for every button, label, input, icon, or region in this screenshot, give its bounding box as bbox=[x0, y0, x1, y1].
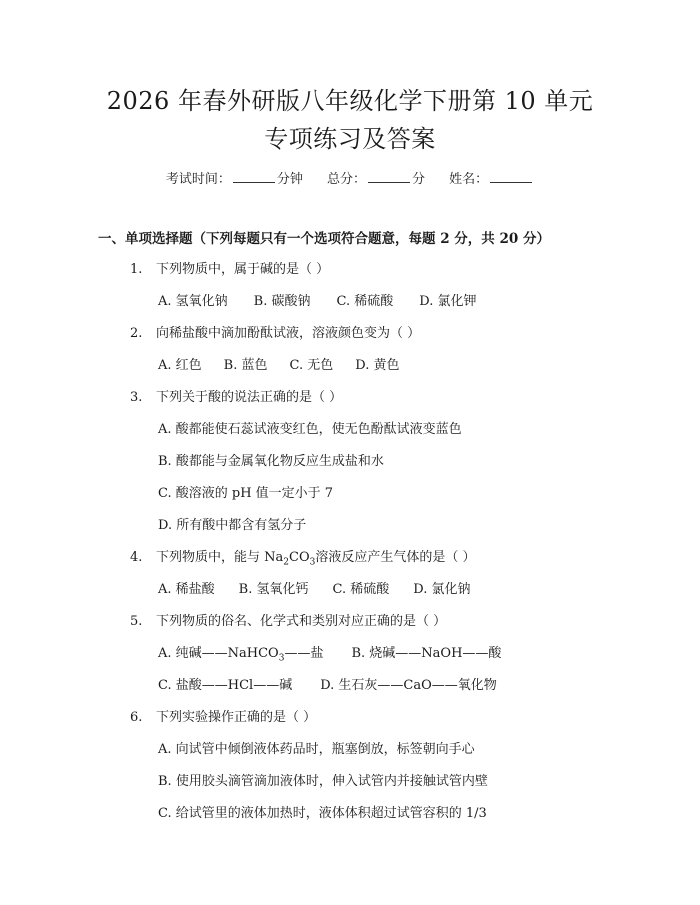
question-2: 2. 向稀盐酸中滴加酚酞试液，溶液颜色变为（ ） bbox=[130, 326, 421, 341]
question-4: 4. 下列物质中，能与 $Na_2CO_3$溶液反应产生气体的是（ ） bbox=[130, 550, 476, 568]
option-c[interactable]: C. 盐酸——HCl——碱 bbox=[158, 678, 293, 693]
question-6: 6. 下列实验操作正确的是（ ） bbox=[130, 710, 317, 725]
option-a[interactable]: A. 氢氧化钠 bbox=[158, 294, 228, 309]
option-d[interactable]: D. 氯化钠 bbox=[413, 582, 471, 597]
question-stem: 下列物质的俗名、化学式和类别对应正确的是（ ） bbox=[156, 614, 447, 629]
question-stem: 下列实验操作正确的是（ ） bbox=[156, 710, 317, 725]
option-d[interactable]: D. 氯化钾 bbox=[419, 294, 477, 309]
option-c[interactable]: C. 给试管里的液体加热时，液体体积超过试管容积的 1/3 bbox=[158, 806, 487, 821]
option-a[interactable]: A. 红色 bbox=[158, 358, 202, 373]
question-5-options-row1 bbox=[158, 644, 501, 664]
exam-score: 总分： 分 bbox=[327, 169, 425, 190]
question-stem: 下列物质中，能与 $Na_2CO_3$溶液反应产生气体的是（ ） bbox=[156, 550, 476, 568]
question-stem: 下列关于酸的说法正确的是（ ） bbox=[156, 390, 343, 405]
option-c[interactable]: C. 无色 bbox=[289, 358, 334, 373]
option-c[interactable]: C. 酸溶液的 pH 值一定小于 7 bbox=[158, 486, 334, 501]
option-a[interactable]: A. 向试管中倾倒液体药品时，瓶塞倒放，标签朝向手心 bbox=[158, 742, 475, 757]
question-4-options bbox=[158, 580, 470, 600]
option-a[interactable]: A. 稀盐酸 bbox=[158, 582, 215, 597]
name-blank[interactable] bbox=[490, 169, 532, 183]
question-5: 5. 下列物质的俗名、化学式和类别对应正确的是（ ） bbox=[130, 614, 447, 629]
page-subtitle: 专项练习及答案 bbox=[264, 125, 436, 153]
option-b[interactable]: B. 碳酸钠 bbox=[253, 294, 311, 309]
option-a[interactable]: A. 纯碱——NaHCO$_3$——盐 bbox=[158, 646, 324, 664]
option-b[interactable]: B. 蓝色 bbox=[223, 358, 268, 373]
option-b[interactable]: B. 使用胶头滴管滴加液体时，伸入试管内并接触试管内壁 bbox=[158, 774, 488, 789]
question-stem: 下列物质中，属于碱的是（ ） bbox=[156, 262, 330, 277]
question-1-options bbox=[158, 292, 476, 312]
option-b[interactable]: B. 酸都能与金属氧化物反应生成盐和水 bbox=[158, 454, 384, 469]
option-b[interactable]: B. 氢氧化钙 bbox=[238, 582, 309, 597]
option-b[interactable]: B. 烧碱——NaOH——酸 bbox=[351, 646, 502, 661]
option-d[interactable]: D. 生石灰——CaO——氧化物 bbox=[320, 678, 497, 693]
question-1: 1. 下列物质中，属于碱的是（ ） bbox=[130, 262, 330, 277]
option-d[interactable]: D. 黄色 bbox=[355, 358, 400, 373]
question-2-options bbox=[158, 356, 399, 376]
question-3: 3. 下列关于酸的说法正确的是（ ） bbox=[130, 390, 343, 405]
exam-time: 考试时间： 分钟 bbox=[166, 169, 303, 190]
option-c[interactable]: C. 稀硫酸 bbox=[336, 294, 394, 309]
option-a[interactable]: A. 酸都能使石蕊试液变红色，使无色酚酞试液变蓝色 bbox=[158, 422, 462, 437]
question-5-options-row2 bbox=[158, 676, 497, 696]
section-title: 一、单项选择题（下列每题只有一个选项符合题意，每题 2 分，共 20 分） bbox=[98, 231, 550, 247]
exam-name: 姓名： bbox=[449, 169, 534, 190]
exam-meta bbox=[0, 169, 700, 190]
option-d[interactable]: D. 所有酸中都含有氢分子 bbox=[158, 518, 307, 533]
time-blank[interactable] bbox=[233, 169, 275, 183]
option-c[interactable]: C. 稀硫酸 bbox=[332, 582, 390, 597]
page-title: 2026 年春外研版八年级化学下册第 10 单元 bbox=[106, 87, 594, 115]
question-stem: 向稀盐酸中滴加酚酞试液，溶液颜色变为（ ） bbox=[156, 326, 421, 341]
score-blank[interactable] bbox=[368, 169, 410, 183]
